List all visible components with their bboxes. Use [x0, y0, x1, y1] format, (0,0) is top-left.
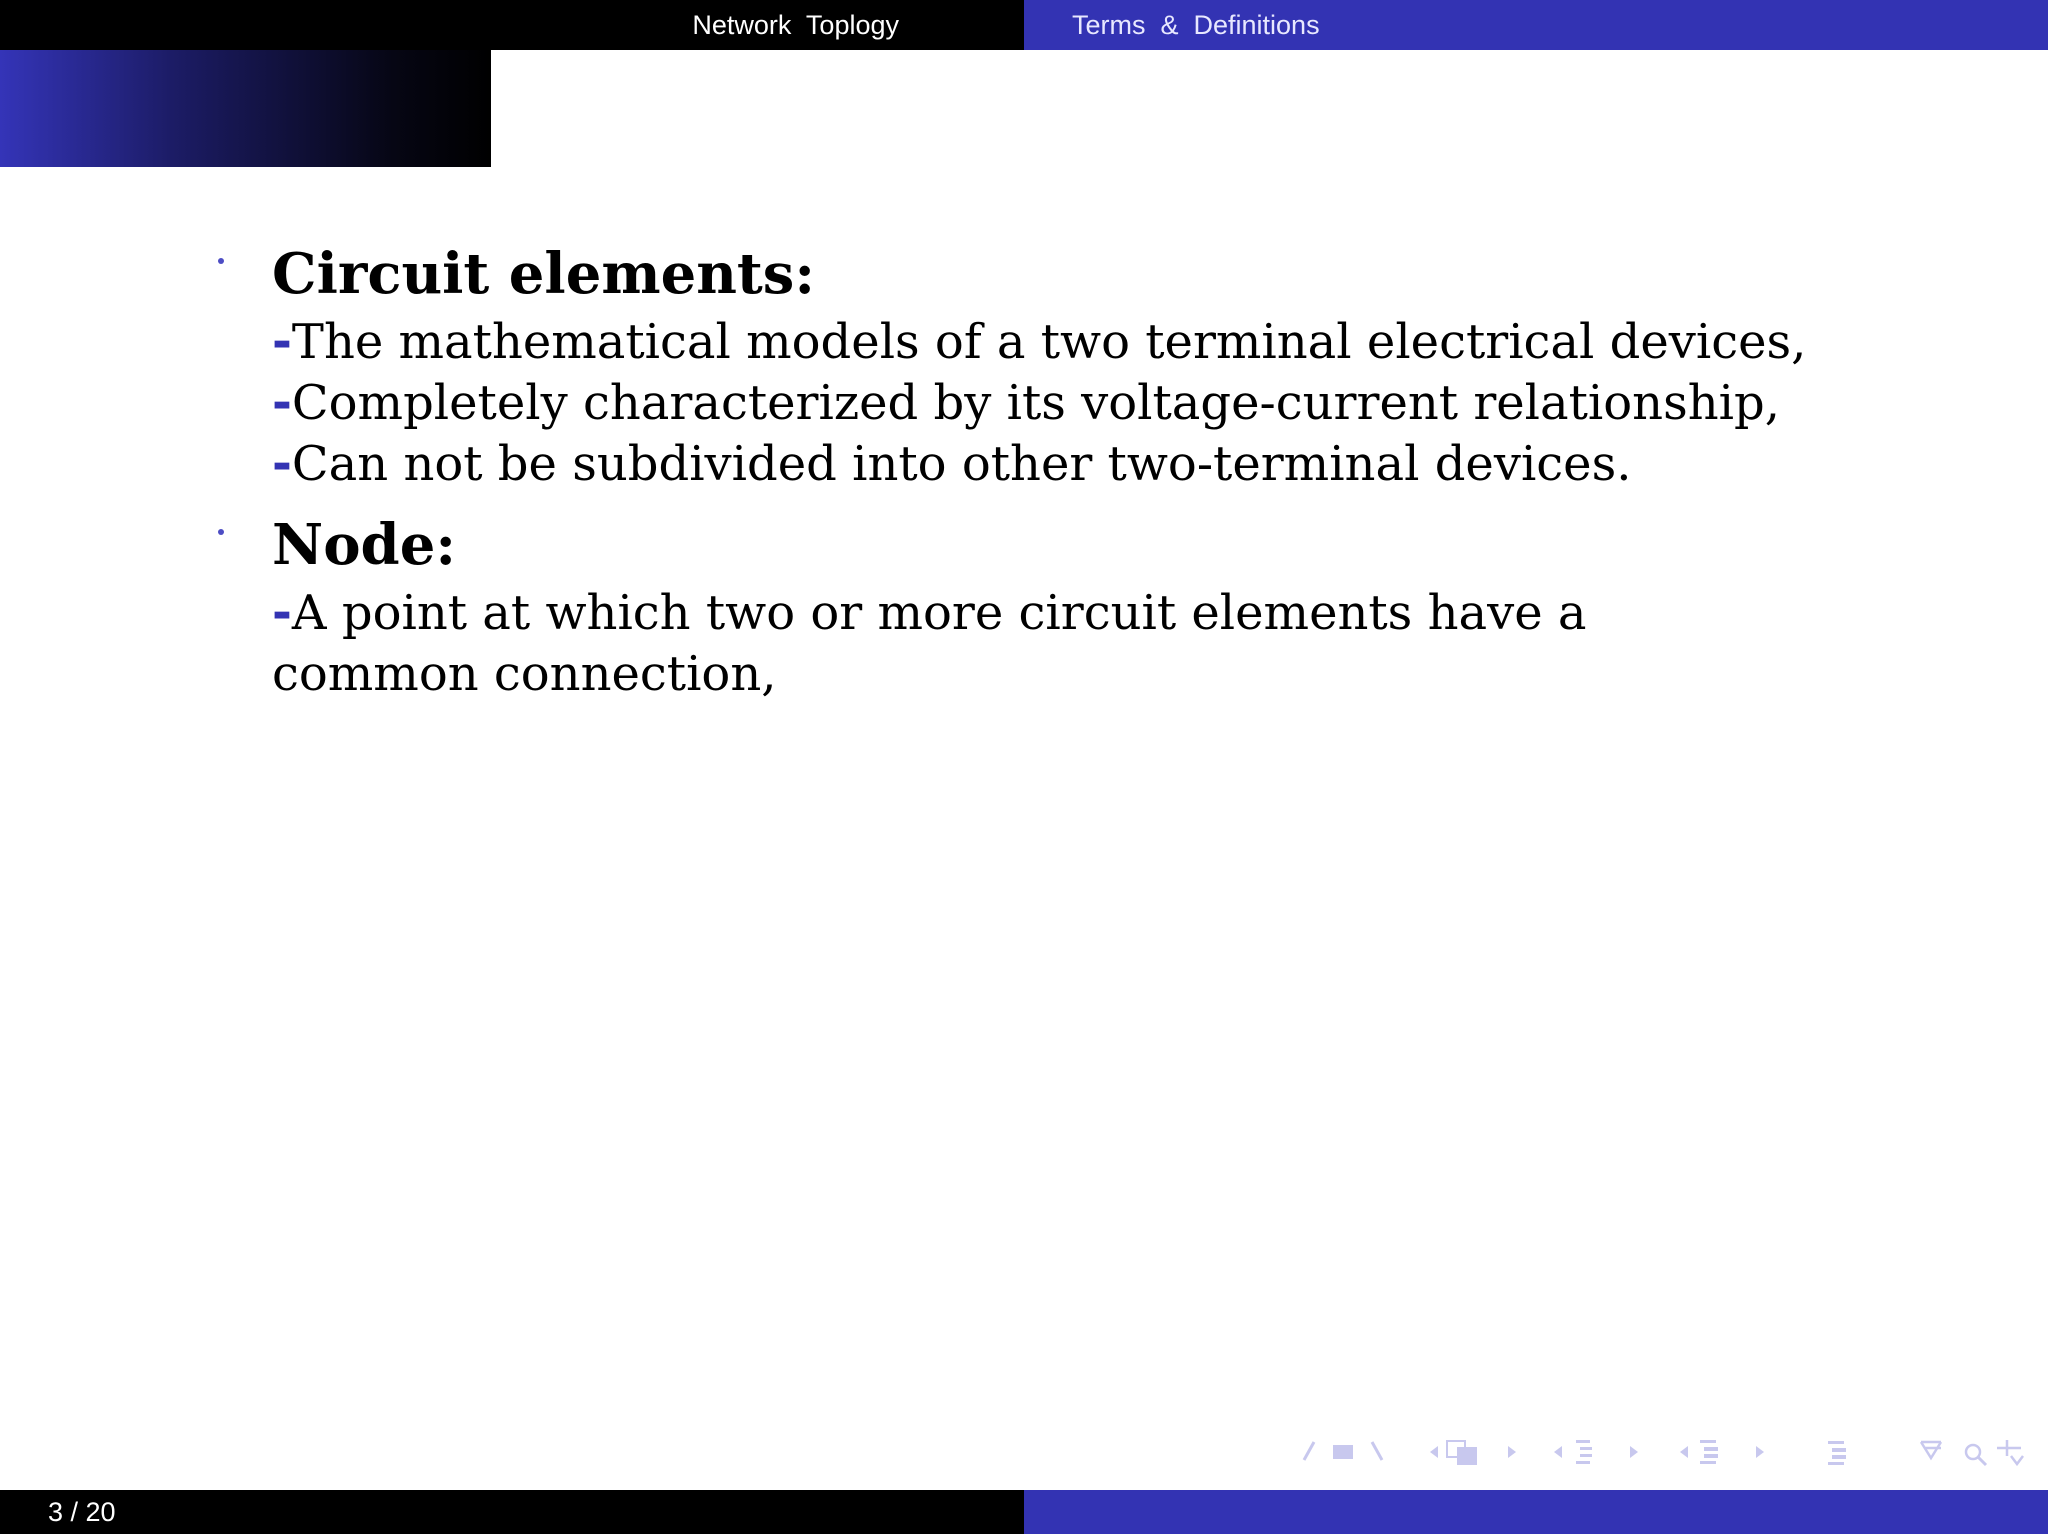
list-item [272, 509, 1972, 705]
item-lines [272, 312, 1972, 495]
line-text: A point at which two or more circuit elements have a [291, 585, 1587, 641]
frame-icon[interactable] [1444, 1432, 1480, 1472]
bullet-icon [218, 258, 224, 264]
prev-section-icon[interactable] [1676, 1432, 1692, 1472]
list-item [272, 238, 1972, 495]
section-icon[interactable] [1694, 1432, 1724, 1472]
item-line [272, 373, 1972, 434]
next-frame-icon[interactable] [1504, 1432, 1520, 1472]
item-lines [272, 583, 1972, 705]
next-subsection-icon[interactable] [1626, 1432, 1642, 1472]
dash-marker: - [272, 436, 292, 492]
next-slide-icon[interactable] [1368, 1432, 1386, 1472]
item-line [272, 644, 1972, 705]
line-text: Completely characterized by its voltage-current relationship, [291, 375, 1780, 431]
footer-left-section [0, 1490, 1024, 1534]
item-line [272, 583, 1972, 644]
item-title: Node: [272, 512, 456, 578]
dash-marker: - [272, 375, 292, 431]
line-text: The mathematical models of a two terminal electrical devices, [291, 314, 1807, 370]
item-line [272, 312, 1972, 373]
footer-right-section [1024, 1490, 2048, 1534]
bullet-icon [218, 529, 224, 535]
navigation-symbols [1300, 1432, 2030, 1472]
dash-marker: - [272, 314, 292, 370]
header-left-section [0, 0, 1024, 50]
next-section-icon[interactable] [1752, 1432, 1768, 1472]
section-title-network-topology[interactable]: Network Toplogy [692, 9, 899, 40]
subsection-title-terms-definitions[interactable]: Terms & Definitions [1072, 9, 1320, 40]
slide-icon[interactable] [1330, 1432, 1356, 1472]
prev-subsection-icon[interactable] [1550, 1432, 1566, 1472]
slide-content [272, 238, 1972, 705]
page-number: 3 / 20 [48, 1496, 116, 1527]
footer-bar [0, 1490, 2048, 1534]
line-text: common connection, [272, 646, 777, 702]
forward-icon[interactable] [1992, 1432, 2026, 1472]
document-icon[interactable] [1822, 1432, 1852, 1472]
dash-marker: - [272, 585, 292, 641]
header-right-section [1024, 0, 2048, 50]
subsection-icon[interactable] [1568, 1432, 1598, 1472]
header-bar [0, 0, 2048, 50]
line-text: Can not be subdivided into other two-terminal devices. [291, 436, 1632, 492]
prev-frame-icon[interactable] [1426, 1432, 1442, 1472]
frame-title-block [0, 50, 491, 167]
prev-slide-icon[interactable] [1300, 1432, 1318, 1472]
item-title: Circuit elements: [272, 241, 815, 307]
back-icon[interactable] [1916, 1432, 1946, 1472]
search-icon[interactable] [1960, 1432, 1990, 1472]
item-line [272, 434, 1972, 495]
